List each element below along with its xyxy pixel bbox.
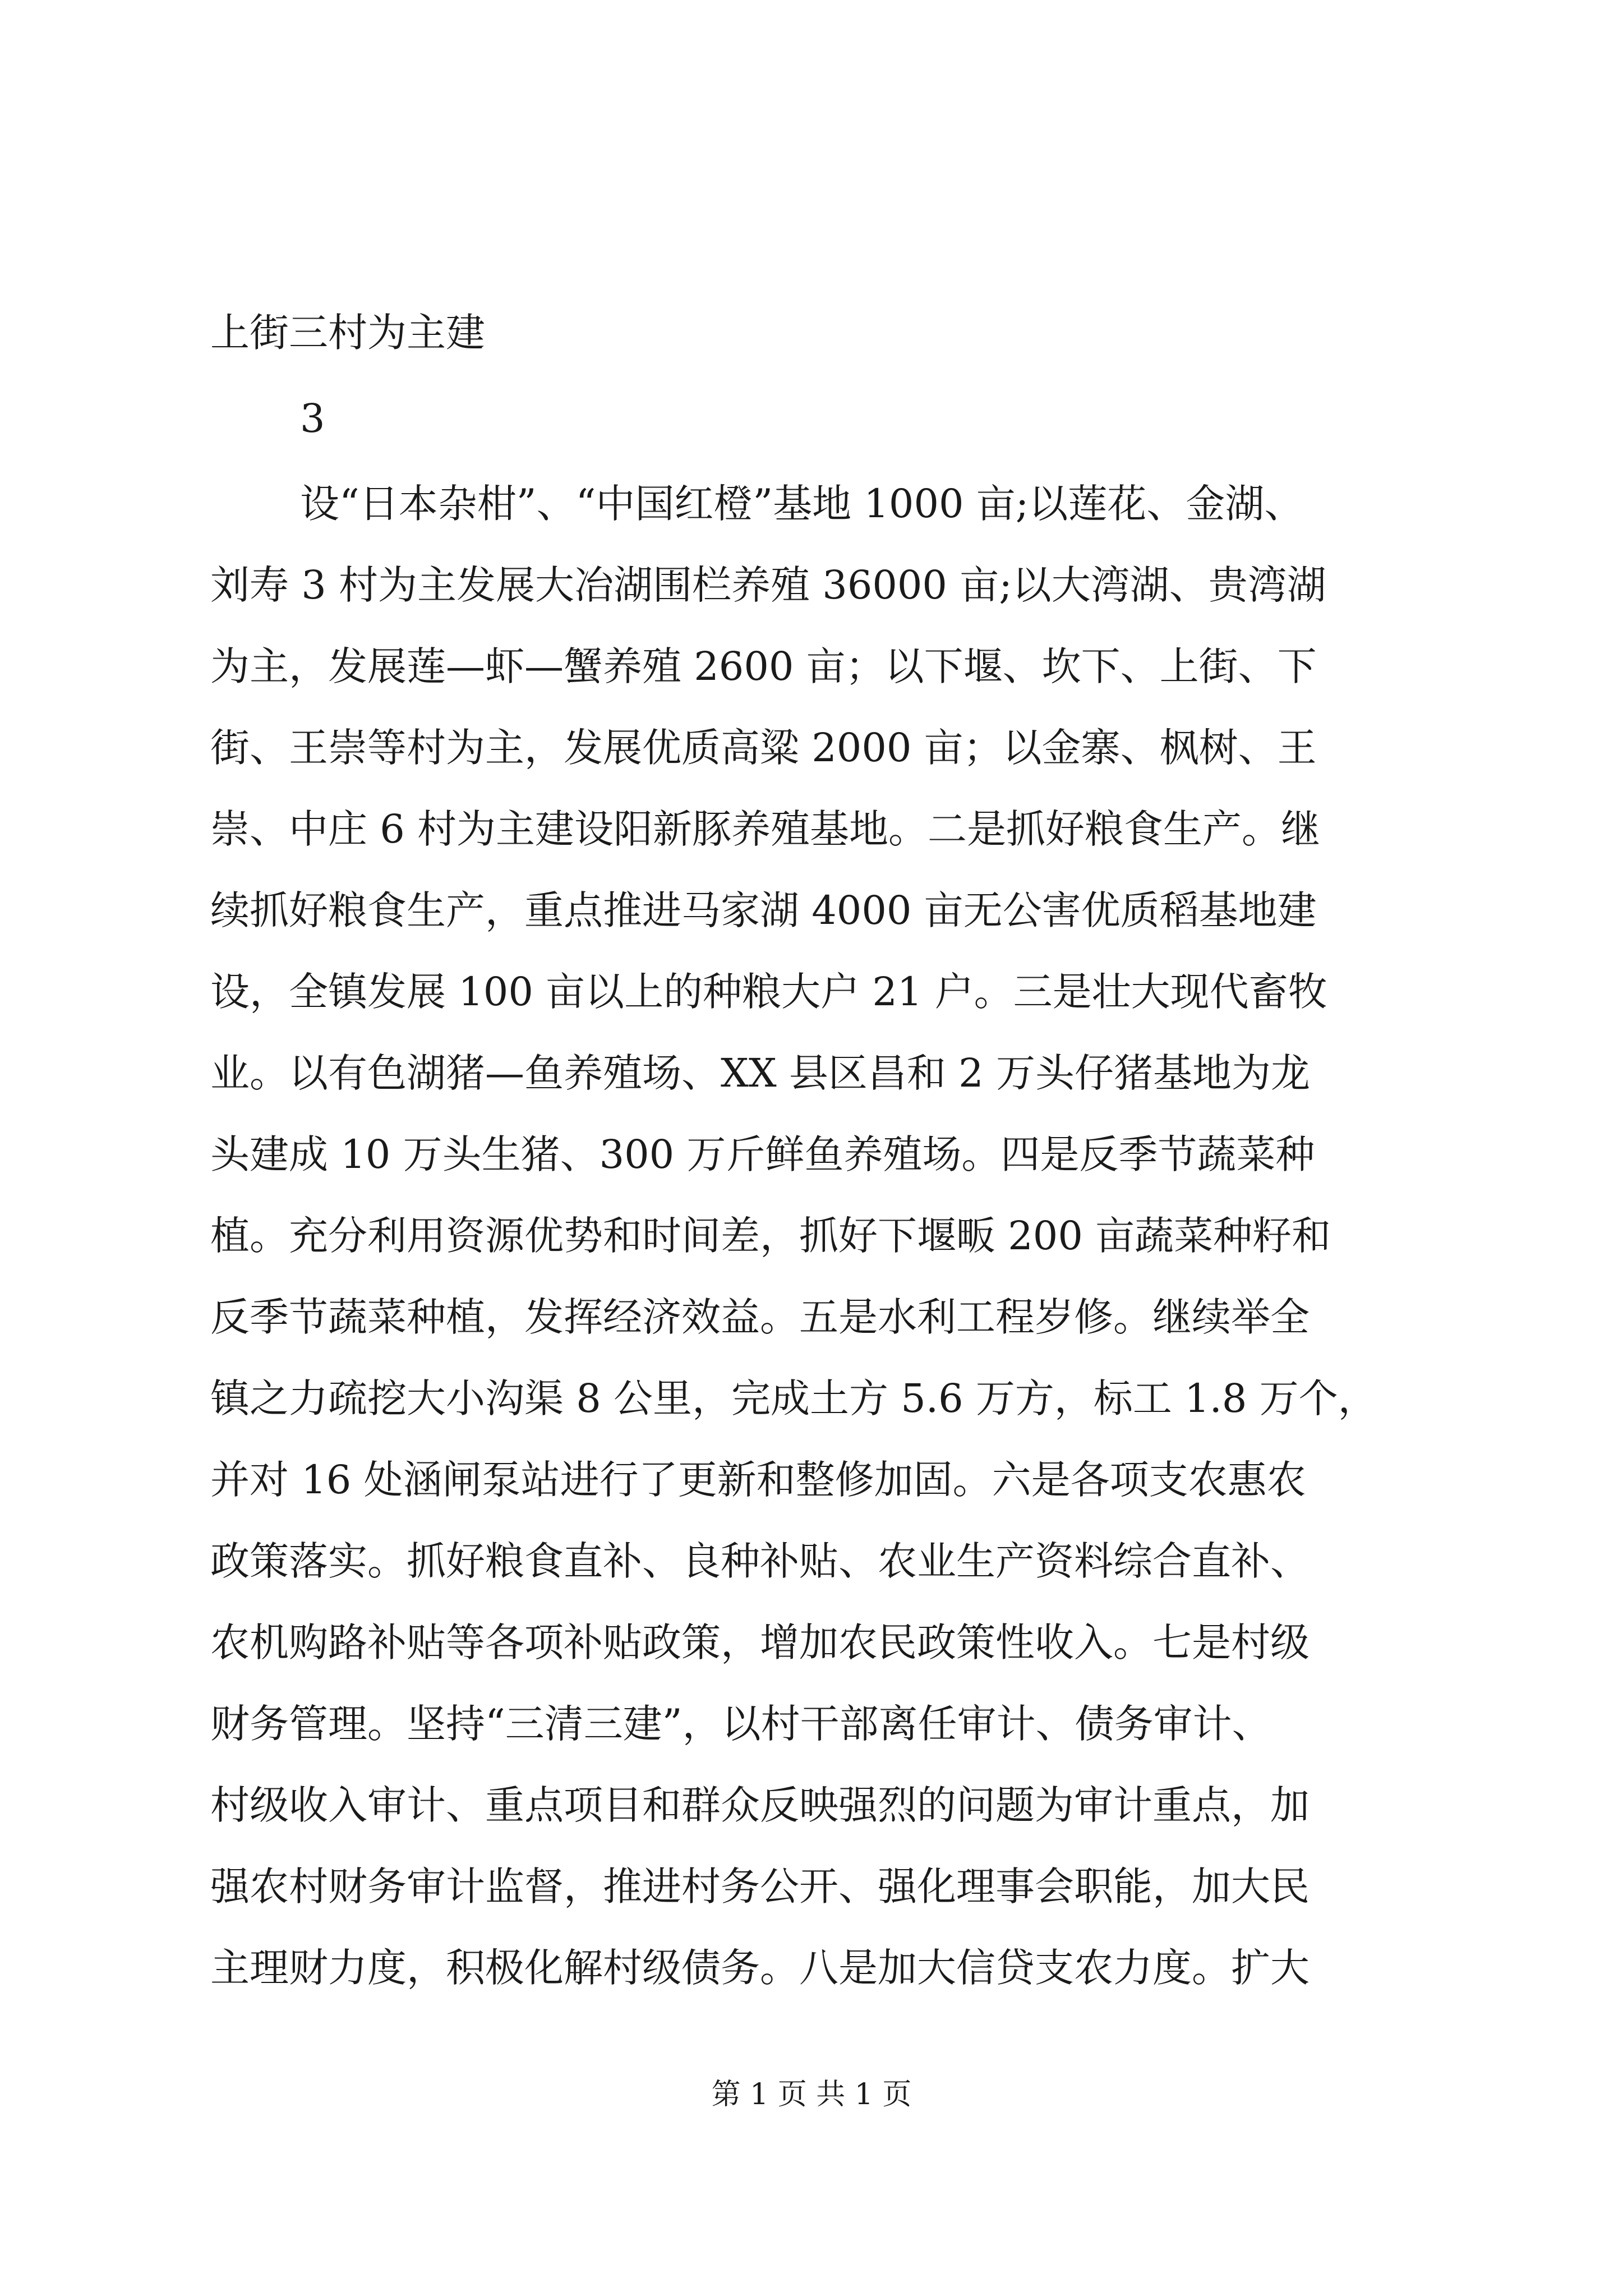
text-line-10: 业。以有色湖猪—鱼养殖场、XX 县区昌和 2 万头仔猪基地为龙	[210, 1050, 1310, 1096]
text-line-14: 镇之力疏挖大小沟渠 8 公里，完成土方 5.6 万方，标工 1.8 万个，	[210, 1375, 1377, 1421]
text-line-9: 设，全镇发展 100 亩以上的种粮大户 21 户。三是壮大现代畜牧	[210, 969, 1327, 1015]
text-line-6: 街、王崇等村为主，发展优质高粱 2000 亩；以金寨、枫树、王	[210, 725, 1317, 771]
text-line-7: 崇、中庄 6 村为主建设阳新豚养殖基地。二是抓好粮食生产。继	[210, 806, 1321, 852]
text-line-13: 反季节蔬菜种植，发挥经济效益。五是水利工程岁修。继续举全	[210, 1294, 1310, 1340]
text-line-4: 刘寿 3 村为主发展大冶湖围栏养殖 36000 亩;以大湾湖、贵湾湖	[210, 562, 1326, 608]
text-line-15: 并对 16 处涵闸泵站进行了更新和整修加固。六是各项支农惠农	[210, 1457, 1306, 1503]
page-footer: 第 1 页 共 1 页	[711, 2078, 912, 2111]
text-line-18: 财务管理。坚持“三清三建”，以村干部离任审计、债务审计、	[210, 1701, 1271, 1747]
text-line-3: 设“日本杂柑”、“中国红橙”基地 1000 亩;以莲花、金湖、	[300, 481, 1304, 527]
text-line-20: 强农村财务审计监督，推进村务公开、强化理事会职能，加大民	[210, 1864, 1310, 1910]
text-line-1: 上街三村为主建	[210, 310, 485, 356]
text-line-16: 政策落实。抓好粮食直补、良种补贴、农业生产资料综合直补、	[210, 1538, 1310, 1584]
text-line-2: 3	[300, 395, 325, 441]
text-line-8: 续抓好粮食生产，重点推进马家湖 4000 亩无公害优质稻基地建	[210, 887, 1317, 933]
text-line-17: 农机购路补贴等各项补贴政策，增加农民政策性收入。七是村级	[210, 1619, 1310, 1665]
text-line-12: 植。充分利用资源优势和时间差，抓好下堰畈 200 亩蔬菜种籽和	[210, 1213, 1331, 1259]
text-line-5: 为主，发展莲—虾—蟹养殖 2600 亩；以下堰、坎下、上街、下	[210, 643, 1317, 689]
text-line-11: 头建成 10 万头生猪、300 万斤鲜鱼养殖场。四是反季节蔬菜种	[210, 1131, 1315, 1177]
text-line-19: 村级收入审计、重点项目和群众反映强烈的问题为审计重点，加	[210, 1782, 1310, 1828]
text-line-21: 主理财力度，积极化解村级债务。八是加大信贷支农力度。扩大	[210, 1945, 1310, 1991]
